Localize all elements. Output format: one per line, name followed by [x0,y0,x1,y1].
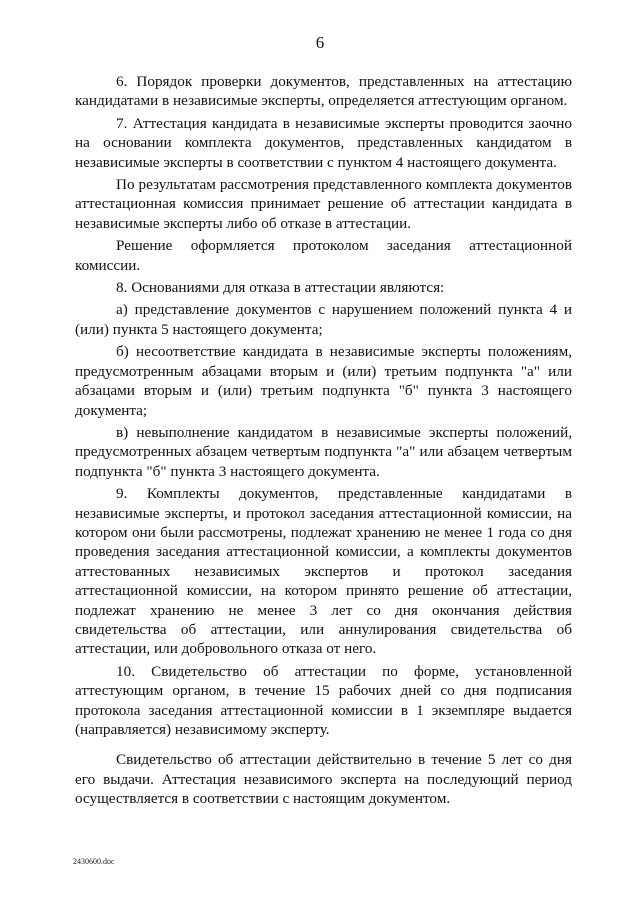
paragraph-10-validity: Свидетельство об аттестации действительно в течение 5 лет со дня его выдачи. Аттестация независимого эксперта на последующий период осуществляется в соответствии с настоящим документом. [75,751,572,808]
page-number: 6 [315,33,325,52]
paragraph-8-a: а) представление документов с нарушением положений пункта 4 и (или) пункта 5 настоящего документа; [75,301,572,338]
paragraph-8-v: в) невыполнение кандидатом в независимые эксперты положений, предусмотренных абзацем четвертым подпункта "а" или абзацем четвертым подпункта "б" пункта 3 настоящего документа. [75,423,572,480]
paragraph-8-b: б) несоответствие кандидата в независимые эксперты положениям, предусмотренным абзацами вторым и (или) третьим подпункта "а" или абзацами вторым и (или) третьим подпункта "б" пункта 3 настоящего документа; [75,343,572,419]
paragraph-7-decision: По результатам рассмотрения представленного комплекта документов аттестационная комиссия принимает решение об аттестации кандидата в независимые эксперты либо об отказе в аттестации. [75,176,572,232]
paragraph-8: 8. Основаниями для отказа в аттестации являются: [116,279,445,297]
paragraph-7: 7. Аттестация кандидата в независимые эксперты проводится заочно на основании комплекта документов, представленных кандидатом в независимые эксперты в соответствии с пунктом 4 настоящего документа. [75,114,572,171]
paragraph-10: 10. Свидетельство об аттестации по форме, установленной аттестующим органом, в течение 15 рабочих дней со дня подписания протокола заседания аттестационной комиссии в 1 экземпляре выдается (направляется) независимому эксперту. [75,662,572,738]
paragraph-9: 9. Комплекты документов, представленные кандидатами в независимые эксперты, и протокол заседания аттестационной комиссии, на котором они были рассмотрены, подлежат хранению не менее 1 года со дня проведения заседания аттестационной комиссии, а комплекты документов аттестованных независимых экспертов и протокол заседания аттестационной комиссии, на котором принято решение об аттестации, подлежат хранению не менее 3 лет со дня окончания действия свидетельства об аттестации, или аннулирования свидетельства об аттестации, или добровольного отказа от него. [75,485,572,658]
paragraph-6: 6. Порядок проверки документов, представленных на аттестацию кандидатами в независимые эксперты, определяется аттестующим органом. [75,73,572,110]
document-body [75,72,572,812]
paragraph-7-protocol: Решение оформляется протоколом заседания аттестационной комиссии. [75,237,572,274]
document-file-id: 2430600.doc [73,857,115,866]
